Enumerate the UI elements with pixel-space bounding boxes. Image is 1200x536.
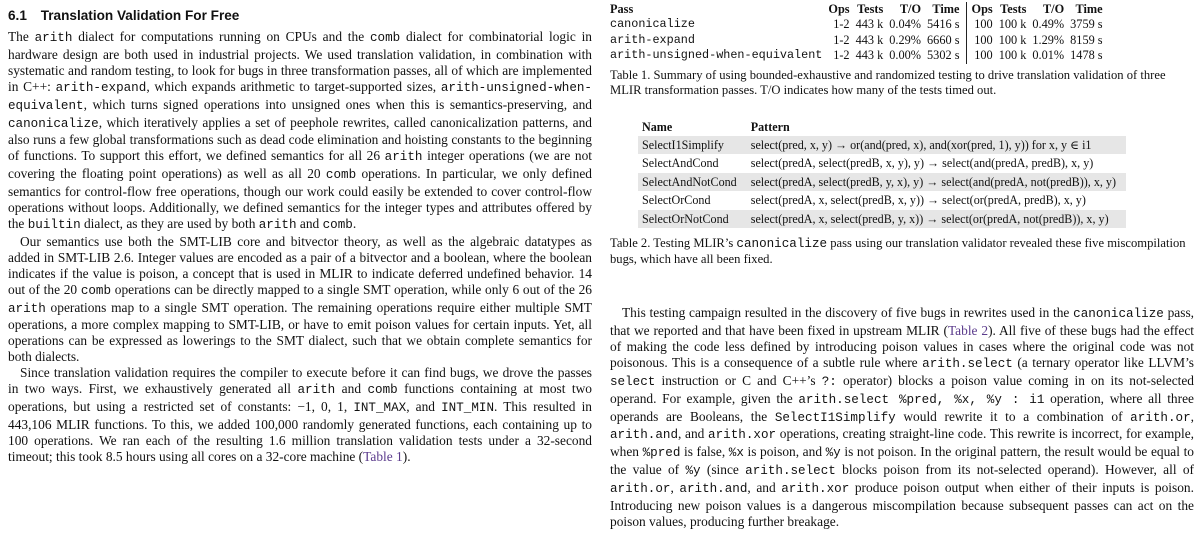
inline-code: %y bbox=[685, 464, 701, 479]
table-1-cell: 1-2 bbox=[833, 32, 850, 47]
table-1-header-cell: Time bbox=[1075, 2, 1103, 16]
text-run: operations can be directly mapped to a single SMT operation, while only 6 out of the 26 bbox=[111, 281, 593, 297]
text-run: (since bbox=[700, 462, 746, 478]
text-run: . This resulted in 443,106 MLIR functions. To this, we added 100,000 randomly generated functions, each containing up to 100 operations. We ran each of the resulting 1.6 million translation validation tests under a 32-second timeout; this took 8.5 hours using all cores on a 32-core machine ( bbox=[8, 398, 592, 464]
table-1-cell: 100 k bbox=[998, 32, 1027, 47]
pattern-name-cell: SelectAndNotCond bbox=[638, 173, 747, 191]
inline-code: comb bbox=[369, 31, 401, 45]
table-1-cell: 0.29% bbox=[889, 32, 922, 47]
inline-code: ?: bbox=[821, 374, 837, 389]
table-1-header-cell: Time bbox=[932, 2, 960, 16]
table-1-cell: 8159 s bbox=[1070, 32, 1103, 47]
table-1-header-cell: Tests bbox=[1000, 2, 1027, 16]
table-1-row bbox=[610, 33, 1109, 48]
table-2-caption bbox=[610, 236, 1194, 267]
table-1-header-cell: Ops bbox=[966, 2, 999, 17]
text-run: instruction or C and C++’s bbox=[655, 372, 822, 388]
section-number: 6.1 bbox=[8, 8, 27, 23]
table-reference-link[interactable]: Table 1 bbox=[363, 448, 403, 464]
inline-code: %y bbox=[825, 446, 841, 461]
table-1-caption: Table 1. Summary of using bounded-exhaustive and randomized testing to drive translation validation of three MLIR transformation passes. T/O indicates how many of the tests timed out. bbox=[610, 67, 1166, 97]
inline-code: canonicalize bbox=[736, 237, 828, 252]
text-run: and bbox=[296, 215, 323, 231]
inline-code: arith.select bbox=[922, 356, 1013, 371]
table-1-cell: 0.01% bbox=[1032, 48, 1065, 63]
inline-code: arith.select %pred, %x, %y : i1 bbox=[798, 392, 1045, 407]
pattern-name-cell: SelectAndCond bbox=[642, 156, 719, 171]
text-run: is not poison. In the original pattern, the result would be equal to the value of bbox=[610, 444, 1194, 478]
pattern-cell: select(predA, x, select(predB, y, x)) → select(or(predA, not(predB)), x, y) bbox=[747, 210, 1126, 228]
inline-code: %pred bbox=[642, 446, 681, 461]
text-run: integer operations (we are not covering the floating point operations) as well as all 20 bbox=[8, 148, 592, 182]
pass-name-cell: canonicalize bbox=[610, 17, 695, 32]
table-1-cell: 1478 s bbox=[1070, 48, 1103, 63]
text-run: produce poison output when either of their inputs is poison. Introducing new poison values is a dangerous miscompilation because subsequent passes can act on the poison values, producing further breakage. bbox=[610, 480, 1194, 529]
pattern-name-cell: SelectI1Simplify bbox=[638, 136, 747, 154]
text-run: dialect for combinatorial logic in hardware design are both used in industrial projects. We used translation validation, in combination with systematic and random testing, to look for bugs in three transformation passes, all of which are implemented in C++: bbox=[8, 29, 592, 94]
table-1-cell: 443 k bbox=[855, 32, 884, 47]
table-1-row bbox=[610, 17, 1109, 32]
paragraph bbox=[8, 234, 592, 365]
text-run: , and bbox=[678, 426, 709, 442]
table-2-header-cell: Name bbox=[642, 119, 673, 134]
table-1-header-cell: Tests bbox=[857, 2, 884, 16]
text-run: is false, bbox=[680, 444, 729, 460]
inline-code: arith.xor bbox=[781, 482, 850, 497]
table-2-row bbox=[638, 210, 1126, 228]
text-run: Since translation validation requires the compiler to execute before it can find bugs, we drove the passes in two ways. First, we exhaustively generated all bbox=[8, 365, 592, 397]
inline-code: comb bbox=[367, 383, 398, 398]
inline-code: canonicalize bbox=[1073, 307, 1164, 322]
inline-code: arith bbox=[258, 217, 297, 232]
pattern-cell: select(predA, select(predB, x, y), y) → select(and(predA, predB), x, y) bbox=[750, 156, 1094, 171]
table-1-cell: 1.29% bbox=[1032, 32, 1065, 47]
table-2-body bbox=[638, 136, 1126, 228]
table-1-cell: 100 k bbox=[998, 17, 1027, 32]
table-1-body bbox=[610, 17, 1109, 63]
text-run: , which turns signed operations into unsigned ones when this is semantics-preserving, and bbox=[83, 96, 592, 112]
text-run: , which expands arithmetic to target-supported sizes, bbox=[146, 78, 441, 94]
table-1-header-cell: Ops bbox=[828, 2, 850, 16]
table-1-cell: 5416 s bbox=[927, 17, 960, 32]
text-run: ). bbox=[402, 448, 411, 464]
text-run: pass using our translation validator revealed these five miscompilation bugs, which have all been fixed. bbox=[610, 236, 1186, 267]
inline-code: INT_MAX bbox=[353, 400, 407, 415]
pattern-name-cell: SelectOrNotCond bbox=[638, 210, 747, 228]
table-1-cell: 3759 s bbox=[1070, 17, 1103, 32]
text-run: is poison, and bbox=[743, 444, 826, 460]
pattern-cell: select(predA, x, select(predB, x, y)) → select(or(predA, predB), x, y) bbox=[750, 193, 1086, 208]
text-run: dialect, as they are used by both bbox=[80, 215, 259, 231]
table-1-cell: 100 bbox=[966, 17, 999, 32]
text-run: dialect for computations running on CPUs and the bbox=[72, 29, 370, 44]
paragraph bbox=[610, 305, 1194, 530]
inline-code: arith-unsigned-when-equivalent bbox=[8, 80, 592, 113]
table-1-cell: 0.04% bbox=[889, 17, 922, 32]
table-1-header-cell: T/O bbox=[899, 2, 922, 16]
text-run: This testing campaign resulted in the discovery of five bugs in rewrites used in the bbox=[622, 305, 1074, 321]
section-heading bbox=[8, 8, 592, 23]
text-run: operation, where all three operands are Booleans, the bbox=[610, 390, 1194, 424]
inline-code: arith.or bbox=[1130, 410, 1191, 425]
table-1-cell: 1-2 bbox=[833, 48, 850, 63]
text-run: Our semantics use both the SMT-LIB core and bitvector theory, as well as the algebraic datatypes as added in SMT-LIB 2.6. Integer values are encoded as a pair of a bitvector and a boolean, where the boolean indicates if the value is poison, a concept that is used in MLIR to indicate deferred undefined behavior. 14 out of the 20 bbox=[8, 233, 592, 297]
inline-code: select bbox=[610, 374, 656, 389]
table-1-cell: 443 k bbox=[855, 17, 884, 32]
table-1-cell: 5302 s bbox=[927, 48, 960, 63]
inline-code: builtin bbox=[27, 217, 81, 232]
table-2-row bbox=[638, 173, 1126, 191]
table-1-row bbox=[610, 48, 1109, 63]
table-2-header-cell: Pattern bbox=[750, 119, 790, 134]
text-run: , and bbox=[406, 398, 442, 414]
text-run: , bbox=[670, 480, 680, 496]
text-run: would rewrite it to a combination of bbox=[895, 408, 1131, 424]
text-run: The bbox=[8, 29, 35, 44]
table-1-header-cell: T/O bbox=[1042, 2, 1065, 16]
text-run: functions containing at most two operations, but using a restricted set of constants: −1, 0, 1, bbox=[8, 381, 592, 414]
table-1-cell: 6660 s bbox=[927, 32, 960, 47]
left-column bbox=[8, 4, 592, 465]
pattern-name-cell: SelectOrCond bbox=[642, 193, 711, 208]
text-run: pass, that we reported and that have been fixed in upstream MLIR ( bbox=[610, 305, 1194, 338]
text-run: operations, creating straight-line code. This rewrite is incorrect, for example, when bbox=[610, 426, 1194, 460]
inline-code: arith-expand bbox=[55, 80, 147, 95]
inline-code: arith.and bbox=[610, 428, 679, 443]
inline-code: INT_MIN bbox=[441, 400, 494, 415]
paragraph bbox=[8, 29, 592, 234]
inline-code: SelectI1Simplify bbox=[774, 410, 896, 425]
table-1-cell: 443 k bbox=[855, 48, 884, 63]
inline-code: arith.or bbox=[610, 482, 671, 497]
text-run: operations map to a single SMT operation. The remaining operations require either multiple SMT operations, a more complex mapping to SMT-LIB, or have to emit poison values for certain inputs. Yet, all operations can be expressed as lowerings to the SMT dialect, such that we obtain complete semantics for both dialects. bbox=[8, 299, 592, 365]
table-1-header-cell: Pass bbox=[610, 2, 634, 16]
pattern-cell: select(pred, x, y) → or(and(pred, x), and(xor(pred, 1), y)) for x, y ∈ i1 bbox=[747, 136, 1126, 154]
inline-code: arith bbox=[34, 31, 73, 45]
text-run: , bbox=[1190, 408, 1194, 424]
table-2 bbox=[638, 118, 1126, 228]
text-run: blocks poison from its not-selected operand). However, all of bbox=[835, 462, 1195, 478]
text-run: , which iteratively applies a set of peephole rewrites, called canonicalization patterns, and also runs a few global transformations such as dead code elimination and hoisting constants to the beginning of functions. To support this effort, we defined semantics for all 26 bbox=[8, 114, 592, 164]
table-1-cell: 1-2 bbox=[833, 17, 850, 32]
paragraph bbox=[8, 365, 592, 464]
table-1-cell: 0.49% bbox=[1032, 17, 1065, 32]
text-run: . bbox=[352, 215, 357, 231]
pass-name-cell: arith-expand bbox=[610, 32, 695, 47]
table-1-header bbox=[610, 2, 1109, 17]
right-column bbox=[610, 2, 1194, 530]
inline-code: arith bbox=[297, 383, 336, 398]
inline-code: arith.select bbox=[745, 464, 836, 479]
table-1-cell: 100 bbox=[966, 33, 999, 48]
inline-code: comb bbox=[322, 217, 353, 232]
text-run: (a ternary operator like LLVM’s bbox=[1012, 354, 1194, 370]
inline-code: arith.xor bbox=[708, 428, 777, 443]
inline-code: arith bbox=[8, 301, 46, 316]
section-title: Translation Validation For Free bbox=[40, 8, 240, 23]
inline-code: %x bbox=[728, 446, 744, 461]
inline-code: arith.and bbox=[679, 482, 748, 497]
inline-code: comb bbox=[80, 283, 112, 298]
text-run: operations. In particular, we only defined semantics for control-flow free operations, though our work could easily be extended to cover control-flow operations without loops. Additionally, we defined semantics for the integer types and attributes offered by the bbox=[8, 166, 592, 231]
inline-code: arith bbox=[384, 150, 423, 165]
table-1 bbox=[610, 2, 1109, 64]
table-1-cell: 0.00% bbox=[889, 48, 922, 63]
table-2-row bbox=[638, 191, 1126, 209]
text-run: ). All five of these bugs had the effect of making the code less defined by introducing poison values in cases where the original code was not poisonous. This is a consequence of a subtle rule where bbox=[610, 322, 1195, 370]
table-reference-link[interactable]: Table 2 bbox=[947, 322, 989, 338]
table-2-row bbox=[638, 154, 1126, 172]
pattern-cell: select(predA, select(predB, y, x), y) → select(and(predA, not(predB)), x, y) bbox=[747, 173, 1126, 191]
pass-name-cell: arith-unsigned-when-equivalent bbox=[610, 48, 823, 63]
text-run: and bbox=[335, 381, 368, 397]
table-1-cell: 100 bbox=[966, 48, 999, 63]
text-run: Table 2. Testing MLIR’s bbox=[610, 236, 737, 251]
table-1-cell: 100 k bbox=[998, 48, 1027, 63]
text-run: , and bbox=[747, 480, 782, 496]
text-run: operator) blocks a poison value coming in on its not-selected operand. For example, given the bbox=[610, 372, 1194, 406]
inline-code: comb bbox=[325, 168, 357, 183]
table-2-row bbox=[638, 136, 1126, 154]
table-2-header bbox=[638, 118, 1126, 136]
inline-code: canonicalize bbox=[8, 116, 99, 131]
